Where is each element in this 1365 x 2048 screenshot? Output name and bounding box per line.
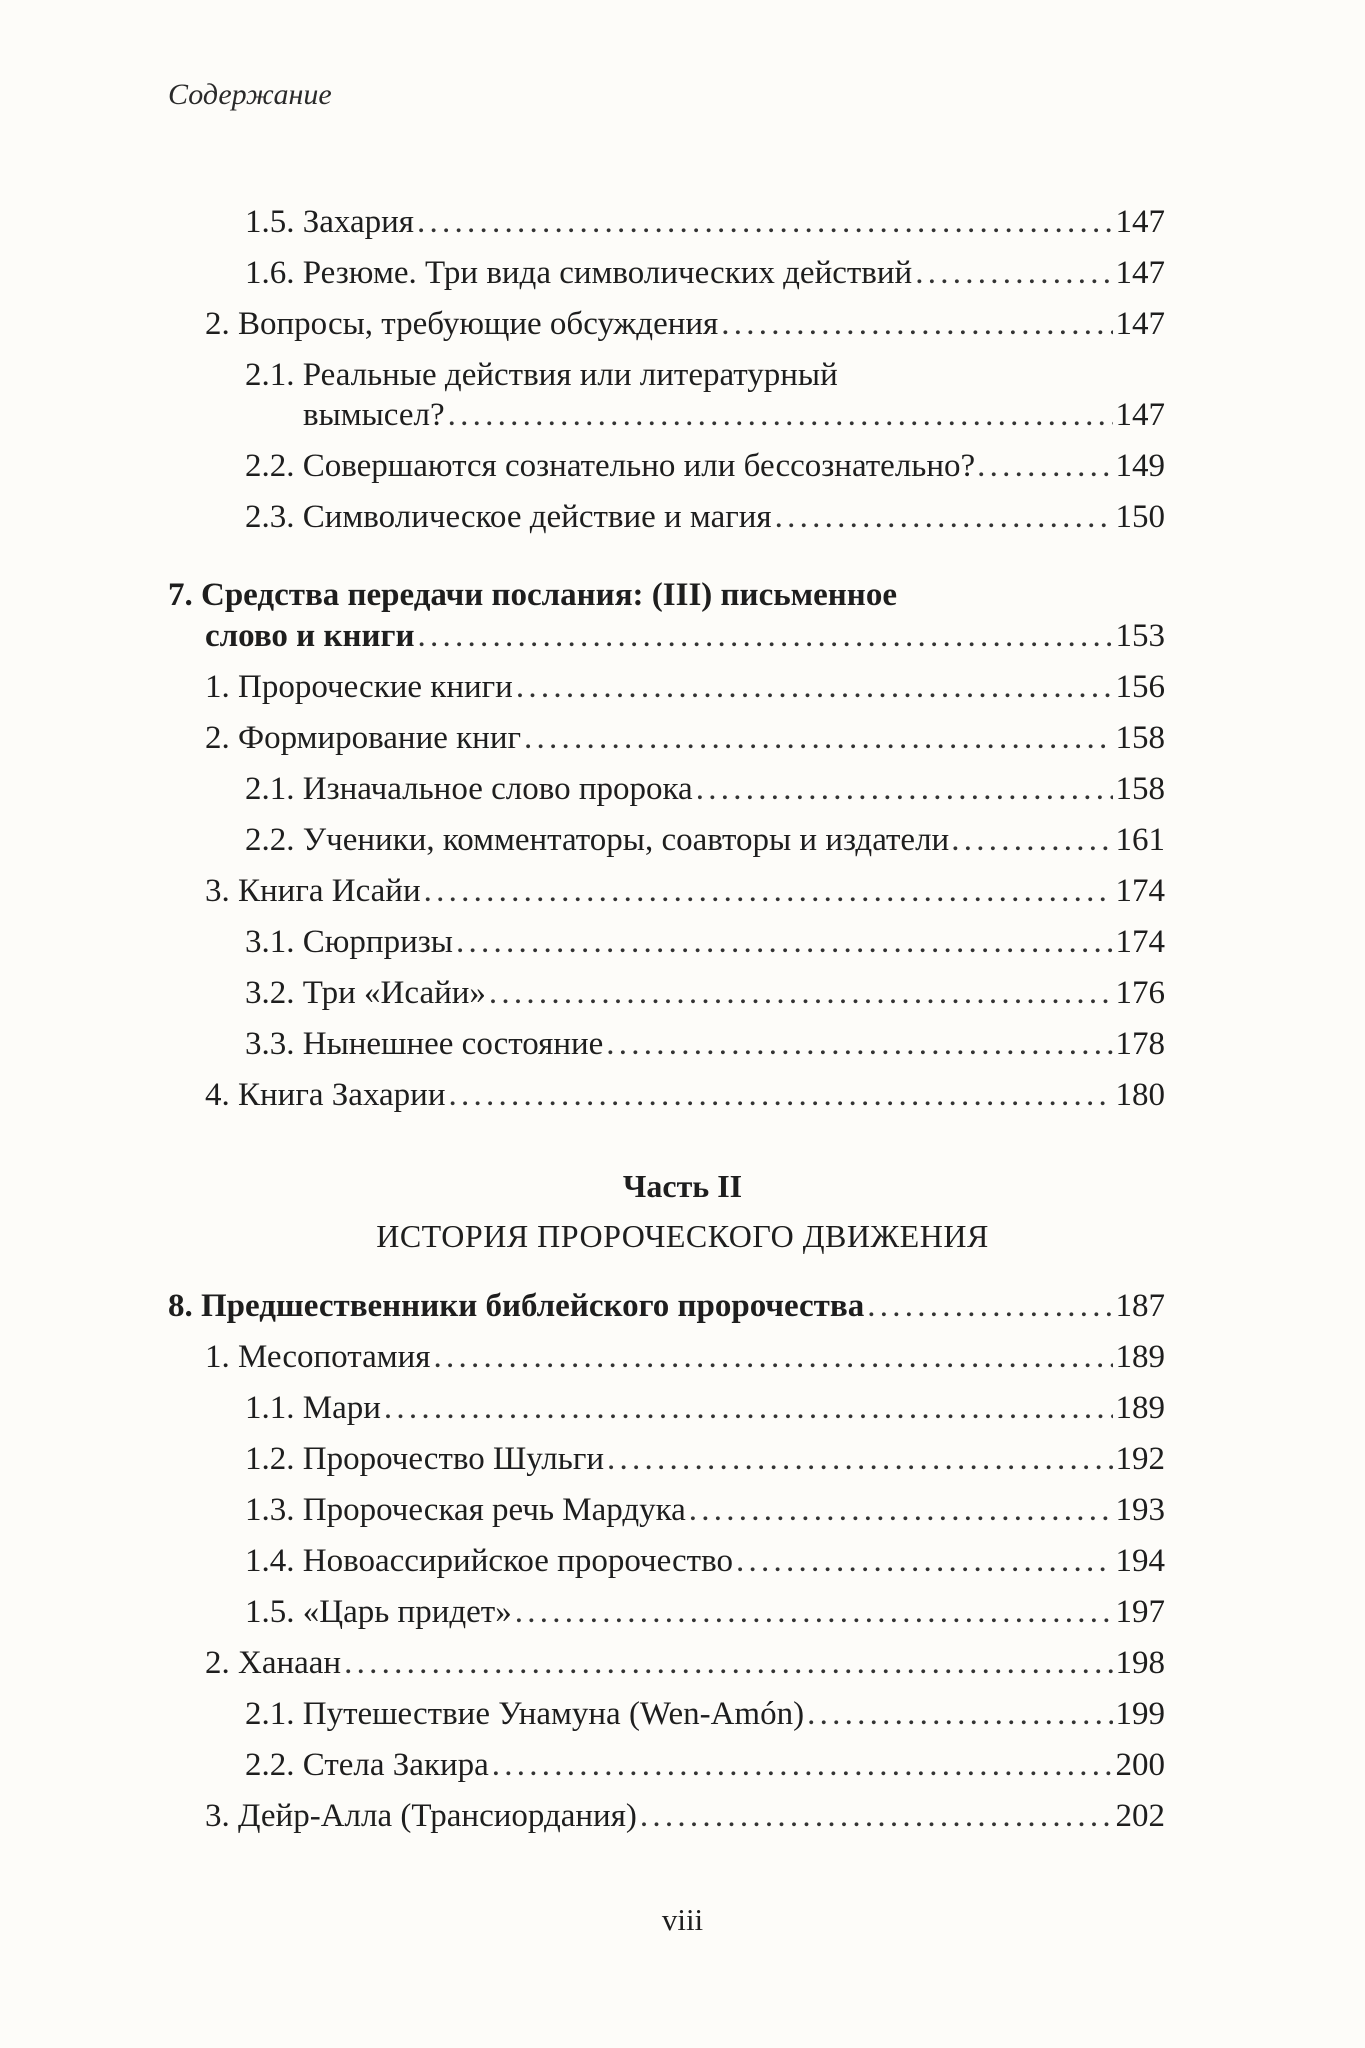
toc-entry-page: 158	[1115, 720, 1165, 756]
toc-entry-title: 1.5. Захария	[245, 204, 414, 240]
leader-dots	[951, 818, 1113, 862]
toc-entry-page: 176	[1115, 975, 1165, 1011]
toc-entry[interactable]	[205, 1335, 1165, 1379]
leader-dots	[433, 1335, 1112, 1379]
toc-entry-title: 2.1. Путешествие Унамуна (Wen-Amón)	[245, 1696, 805, 1732]
toc-entry-page: 180	[1115, 1077, 1165, 1113]
leader-dots	[489, 971, 1113, 1015]
toc-entry-page: 153	[1115, 618, 1165, 654]
leader-dots	[492, 1743, 1113, 1787]
toc-entry-title: 1.3. Пророческая речь Мардука	[245, 1492, 686, 1528]
toc-entry-title: 2. Формирование книг	[205, 720, 522, 756]
toc-entry[interactable]	[245, 1590, 1165, 1634]
toc-entry[interactable]	[245, 818, 1165, 862]
toc-entry-title: 1. Пророческие книги	[205, 669, 513, 705]
leader-dots	[384, 1386, 1113, 1430]
leader-dots	[721, 302, 1112, 346]
toc-entry[interactable]	[245, 200, 1165, 244]
toc-entry[interactable]	[205, 302, 1165, 346]
leader-dots	[867, 1284, 1112, 1328]
toc-entry-title: 1.4. Новоассирийское пророчество	[245, 1543, 733, 1579]
toc-entry-title: 2.1. Изначальное слово пророка	[245, 771, 693, 807]
toc-entry-title: 3. Дейр-Алла (Трансиордания)	[205, 1798, 637, 1834]
toc-entry[interactable]	[245, 971, 1165, 1015]
toc-entry-title: 2.3. Символическое действие и магия	[245, 499, 772, 535]
leader-dots	[807, 1692, 1112, 1736]
toc-entry-page: 178	[1115, 1026, 1165, 1062]
toc-entry-title: 4. Книга Захарии	[205, 1077, 446, 1113]
toc-entry-title: 2. Вопросы, требующие обсуждения	[205, 306, 719, 342]
toc-entry-title: 3.3. Нынешнее состояние	[245, 1026, 604, 1062]
running-head: Содержание	[168, 78, 332, 111]
toc-entry[interactable]	[245, 1539, 1165, 1583]
toc-entry[interactable]	[205, 716, 1165, 760]
toc-entry[interactable]	[245, 1437, 1165, 1481]
toc-entry-page: 147	[1115, 204, 1165, 240]
leader-dots	[515, 1590, 1113, 1634]
toc-entry[interactable]	[245, 920, 1165, 964]
toc-entry[interactable]	[245, 251, 1165, 295]
toc-entry-title: вымысел?	[303, 397, 445, 433]
toc-entry-page: 192	[1115, 1441, 1165, 1477]
toc-entry[interactable]	[245, 1692, 1165, 1736]
toc-entry-page: 197	[1115, 1594, 1165, 1630]
toc-entry[interactable]	[245, 495, 1165, 539]
toc-entry-title: 3.1. Сюрпризы	[245, 924, 453, 960]
toc-entry-page: 147	[1115, 397, 1165, 433]
toc-entry-page: 147	[1115, 255, 1165, 291]
toc-entry-page: 149	[1115, 448, 1165, 484]
chapter-title-line1[interactable]: 7. Средства передачи послания: (III) письменное	[168, 577, 897, 613]
toc-entry-page: 161	[1115, 822, 1165, 858]
leader-dots	[640, 1794, 1113, 1838]
leader-dots	[696, 767, 1113, 811]
toc-entry-page: 174	[1115, 924, 1165, 960]
toc-entry-page: 150	[1115, 499, 1165, 535]
toc-entry-title: 1.6. Резюме. Три вида символических действий	[245, 255, 913, 291]
toc-entry-title: 3. Книга Исайи	[205, 873, 421, 909]
toc-entry-title: слово и книги	[205, 618, 415, 654]
chapter-entry[interactable]	[205, 614, 1165, 658]
toc-entry-title: 2.2. Ученики, комментаторы, соавторы и издатели	[245, 822, 950, 858]
toc-entry-page: 194	[1115, 1543, 1165, 1579]
leader-dots	[516, 665, 1113, 709]
leader-dots	[418, 614, 1113, 658]
toc-entry[interactable]	[245, 1022, 1165, 1066]
toc-entry[interactable]	[205, 665, 1165, 709]
toc-entry-page: 202	[1115, 1798, 1165, 1834]
toc-entry-title: 2.2. Стела Закира	[245, 1747, 489, 1783]
toc-entry[interactable]	[245, 1743, 1165, 1787]
toc-entry[interactable]	[245, 767, 1165, 811]
leader-dots	[417, 200, 1113, 244]
leader-dots	[456, 920, 1113, 964]
leader-dots	[689, 1488, 1113, 1532]
leader-dots	[524, 716, 1112, 760]
toc-entry-title: 1.1. Мари	[245, 1390, 381, 1426]
toc-entry-title: 3.2. Три «Исайи»	[245, 975, 486, 1011]
toc-entry-page: 174	[1115, 873, 1165, 909]
toc-entry-title-line1[interactable]: 2.1. Реальные действия или литературный	[245, 357, 838, 393]
toc-entry-page: 156	[1115, 669, 1165, 705]
part-label: Часть II	[622, 1168, 743, 1204]
leader-dots	[915, 251, 1112, 295]
toc-entry-title: 2. Ханаан	[205, 1645, 342, 1681]
leader-dots	[424, 869, 1113, 913]
toc-entry[interactable]	[245, 444, 1165, 488]
page-number: viii	[661, 1902, 704, 1937]
toc-entry-page: 200	[1115, 1747, 1165, 1783]
part-title: ИСТОРИЯ ПРОРОЧЕСКОГО ДВИЖЕНИЯ	[376, 1218, 989, 1254]
toc-entry[interactable]	[205, 1641, 1165, 1685]
leader-dots	[736, 1539, 1113, 1583]
toc-entry[interactable]	[245, 1488, 1165, 1532]
toc-entry[interactable]	[245, 1386, 1165, 1430]
toc-entry[interactable]	[205, 869, 1165, 913]
toc-entry[interactable]	[205, 1073, 1165, 1117]
toc-entry[interactable]	[205, 1794, 1165, 1838]
leader-dots	[775, 495, 1113, 539]
chapter-entry[interactable]	[168, 1284, 1165, 1328]
toc-entry-page: 147	[1115, 306, 1165, 342]
leader-dots	[606, 1022, 1112, 1066]
toc-entry-page: 189	[1115, 1339, 1165, 1375]
toc-entry-title: 1. Месопотамия	[205, 1339, 431, 1375]
toc-entry-title: 1.5. «Царь придет»	[245, 1594, 512, 1630]
toc-entry-page: 187	[1115, 1288, 1165, 1324]
leader-dots	[607, 1437, 1112, 1481]
leader-dots	[448, 1073, 1112, 1117]
toc-entry-page: 199	[1115, 1696, 1165, 1732]
leader-dots	[977, 444, 1113, 488]
toc-entry[interactable]	[303, 393, 1165, 437]
toc-entry-title: 1.2. Пророчество Шульги	[245, 1441, 605, 1477]
toc-entry-title: 2.2. Совершаются сознательно или бессознательно?	[245, 448, 976, 484]
toc-entry-page: 158	[1115, 771, 1165, 807]
toc-entry-page: 198	[1115, 1645, 1165, 1681]
toc-entry-title: 8. Предшественники библейского пророчества	[168, 1288, 865, 1324]
leader-dots	[448, 393, 1113, 437]
toc-entry-page: 189	[1115, 1390, 1165, 1426]
leader-dots	[344, 1641, 1112, 1685]
toc-entry-page: 193	[1115, 1492, 1165, 1528]
